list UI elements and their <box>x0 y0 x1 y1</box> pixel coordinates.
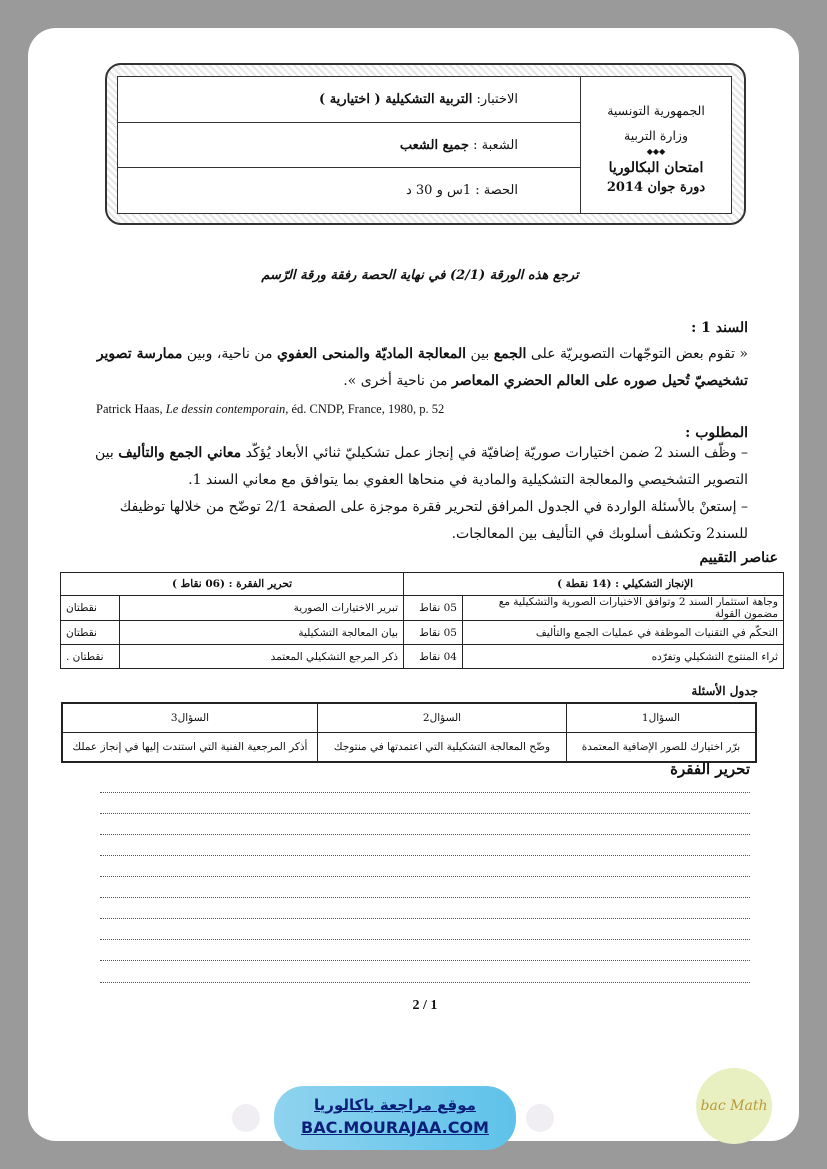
required-label: المطلوب : <box>685 425 748 441</box>
required-items <box>88 440 748 548</box>
criteria-table <box>60 572 784 669</box>
criteria-points: 05 نقاط <box>404 596 463 621</box>
exam-session: دورة جوان 2014 <box>606 180 706 195</box>
test-value: التربية التشكيلية ( اختيارية ) <box>319 91 473 107</box>
branch-value: جميع الشعب <box>399 137 469 153</box>
question-text: وضّح المعالجة التشكيلية التي اعتمدتها في منتوجك <box>318 733 567 763</box>
table-row <box>61 621 784 645</box>
site-logo-icon <box>232 1104 260 1132</box>
writing-line[interactable] <box>100 960 750 961</box>
site-name[interactable]: موقع مراجعة باكالوريا <box>314 1096 476 1114</box>
writing-line[interactable] <box>100 939 750 940</box>
quote-part-bold: تشخيصيّ تُحيل صوره على العالم الحضري المعاصر <box>452 373 748 389</box>
quote-part: من ناحية، وبين <box>186 346 273 362</box>
quote-part-bold: ممارسة تصوير <box>96 346 183 362</box>
writing-line[interactable] <box>100 918 750 919</box>
return-instruction: ترجع هذه الورقة (2/1) في نهاية الحصة رفقة ورقة الرّسم <box>261 268 579 283</box>
bac-math-badge: bac Math <box>696 1068 772 1144</box>
quote-part-bold: المعالجة الماديّة والمنحى العفوي <box>277 346 466 362</box>
table-row <box>61 645 784 669</box>
table-row <box>62 703 756 733</box>
ref-author: Patrick Haas, <box>96 402 166 416</box>
required-item-1 <box>88 440 748 494</box>
quote-part-bold: الجمع <box>493 346 527 362</box>
writing-line[interactable] <box>100 876 750 877</box>
writing-line[interactable] <box>100 792 750 793</box>
paragraph-title: تحرير الفقرة <box>670 760 750 778</box>
criteria-header: تحرير الفقرة : (06 نقاط ) <box>61 573 404 596</box>
exam-title: امتحان البكالوريا <box>608 160 704 176</box>
criteria-para-item: تبرير الاختيارات الصورية <box>120 596 404 621</box>
table-row <box>61 596 784 621</box>
required-item-2 <box>88 494 748 548</box>
writing-line[interactable] <box>100 982 750 983</box>
questions-title: جدول الأسئلة <box>691 684 758 698</box>
exam-header <box>117 76 732 214</box>
question-header: السؤال1 <box>567 703 757 733</box>
branch-row <box>118 123 580 169</box>
item1-bold: معاني الجمع والتأليف <box>118 445 242 461</box>
criteria-item: التحكّم في التقنيات الموظفة في عمليات الجمع والتأليف <box>463 621 784 645</box>
question-text: أذكر المرجعية الفنية التي استندت إليها في إنجاز عملك <box>62 733 318 763</box>
ref-title: Le dessin contemporain <box>165 402 286 416</box>
test-row <box>118 77 580 123</box>
test-label: الاختبار: <box>476 91 518 107</box>
questions-table <box>61 702 757 763</box>
duration-row <box>118 168 580 213</box>
writing-line[interactable] <box>100 897 750 898</box>
branch-label: الشعبة : <box>473 137 518 153</box>
criteria-points: 04 نقاط <box>404 645 463 669</box>
criteria-para-points: نقطتان <box>61 621 120 645</box>
page-number: 2 / 1 <box>412 998 438 1013</box>
table-row <box>62 733 756 763</box>
criteria-item: ثراء المنتوج التشكيلي وتفرّده <box>463 645 784 669</box>
writing-line[interactable] <box>100 813 750 814</box>
criteria-points: 05 نقاط <box>404 621 463 645</box>
quote-part: من ناحية أخرى ». <box>343 373 448 389</box>
criteria-title: عناصر التقييم <box>699 550 778 566</box>
item2-text: – إستعنْ بالأسئلة الواردة في الجدول المرافق لتحرير فقرة موجزة على الصفحة 2/1 توضّح من خلالها توظيفك <box>119 499 748 515</box>
duration: الحصة : 1س و 30 د <box>405 183 518 199</box>
sanad-reference <box>96 402 444 417</box>
item1-text-cont: بين التصوير التشخيصي والمعالجة التشكيلية والمادية في منحاها العفوي بما يتوافق مع معاني السند 1. <box>94 445 748 488</box>
header-details <box>118 77 580 213</box>
writing-line[interactable] <box>100 834 750 835</box>
sanad-label: السند 1 : <box>691 320 748 336</box>
ornament: ◆◆◆ <box>646 147 666 156</box>
table-row <box>61 573 784 596</box>
republic-label: الجمهورية التونسية <box>607 103 705 118</box>
ref-rest: , éd. CNDP, France, 1980, p. 52 <box>285 402 445 416</box>
header-institution <box>580 77 731 213</box>
item1-text: – وظّف السند 2 ضمن اختيارات صوريّة إضافيّة في إنجاز عمل تشكيليّ ثنائي الأبعاد يُؤكّد <box>245 445 748 461</box>
sanad-quote <box>88 341 748 395</box>
quote-part: « تقوم بعض التوجّهات التصويريّة على <box>530 346 748 362</box>
criteria-header: الإنجاز التشكيلي : (14 نقطة ) <box>404 573 784 596</box>
site-url[interactable]: BAC.MOURAJAA.COM <box>301 1118 489 1137</box>
item2-text-cont: للسند2 وتكشف أسلوبك في التأليف بين المعالجات. <box>451 526 748 542</box>
ministry-label: وزارة التربية <box>624 128 689 143</box>
criteria-para-item: ذكر المرجع التشكيلي المعتمد <box>120 645 404 669</box>
question-header: السؤال3 <box>62 703 318 733</box>
criteria-para-points: نقطتان <box>61 596 120 621</box>
quote-part: بين <box>470 346 490 362</box>
question-header: السؤال2 <box>318 703 567 733</box>
question-text: برّر اختيارك للصور الإضافية المعتمدة <box>567 733 757 763</box>
criteria-para-item: بيان المعالجة التشكيلية <box>120 621 404 645</box>
writing-line[interactable] <box>100 855 750 856</box>
site-banner[interactable] <box>274 1086 516 1150</box>
site-logo-icon <box>526 1104 554 1132</box>
criteria-item: وجاهة استثمار السند 2 وتوافق الاختيارات الصورية والتشكيلية مع مضمون القولة <box>463 596 784 621</box>
criteria-para-points: نقطتان . <box>61 645 120 669</box>
